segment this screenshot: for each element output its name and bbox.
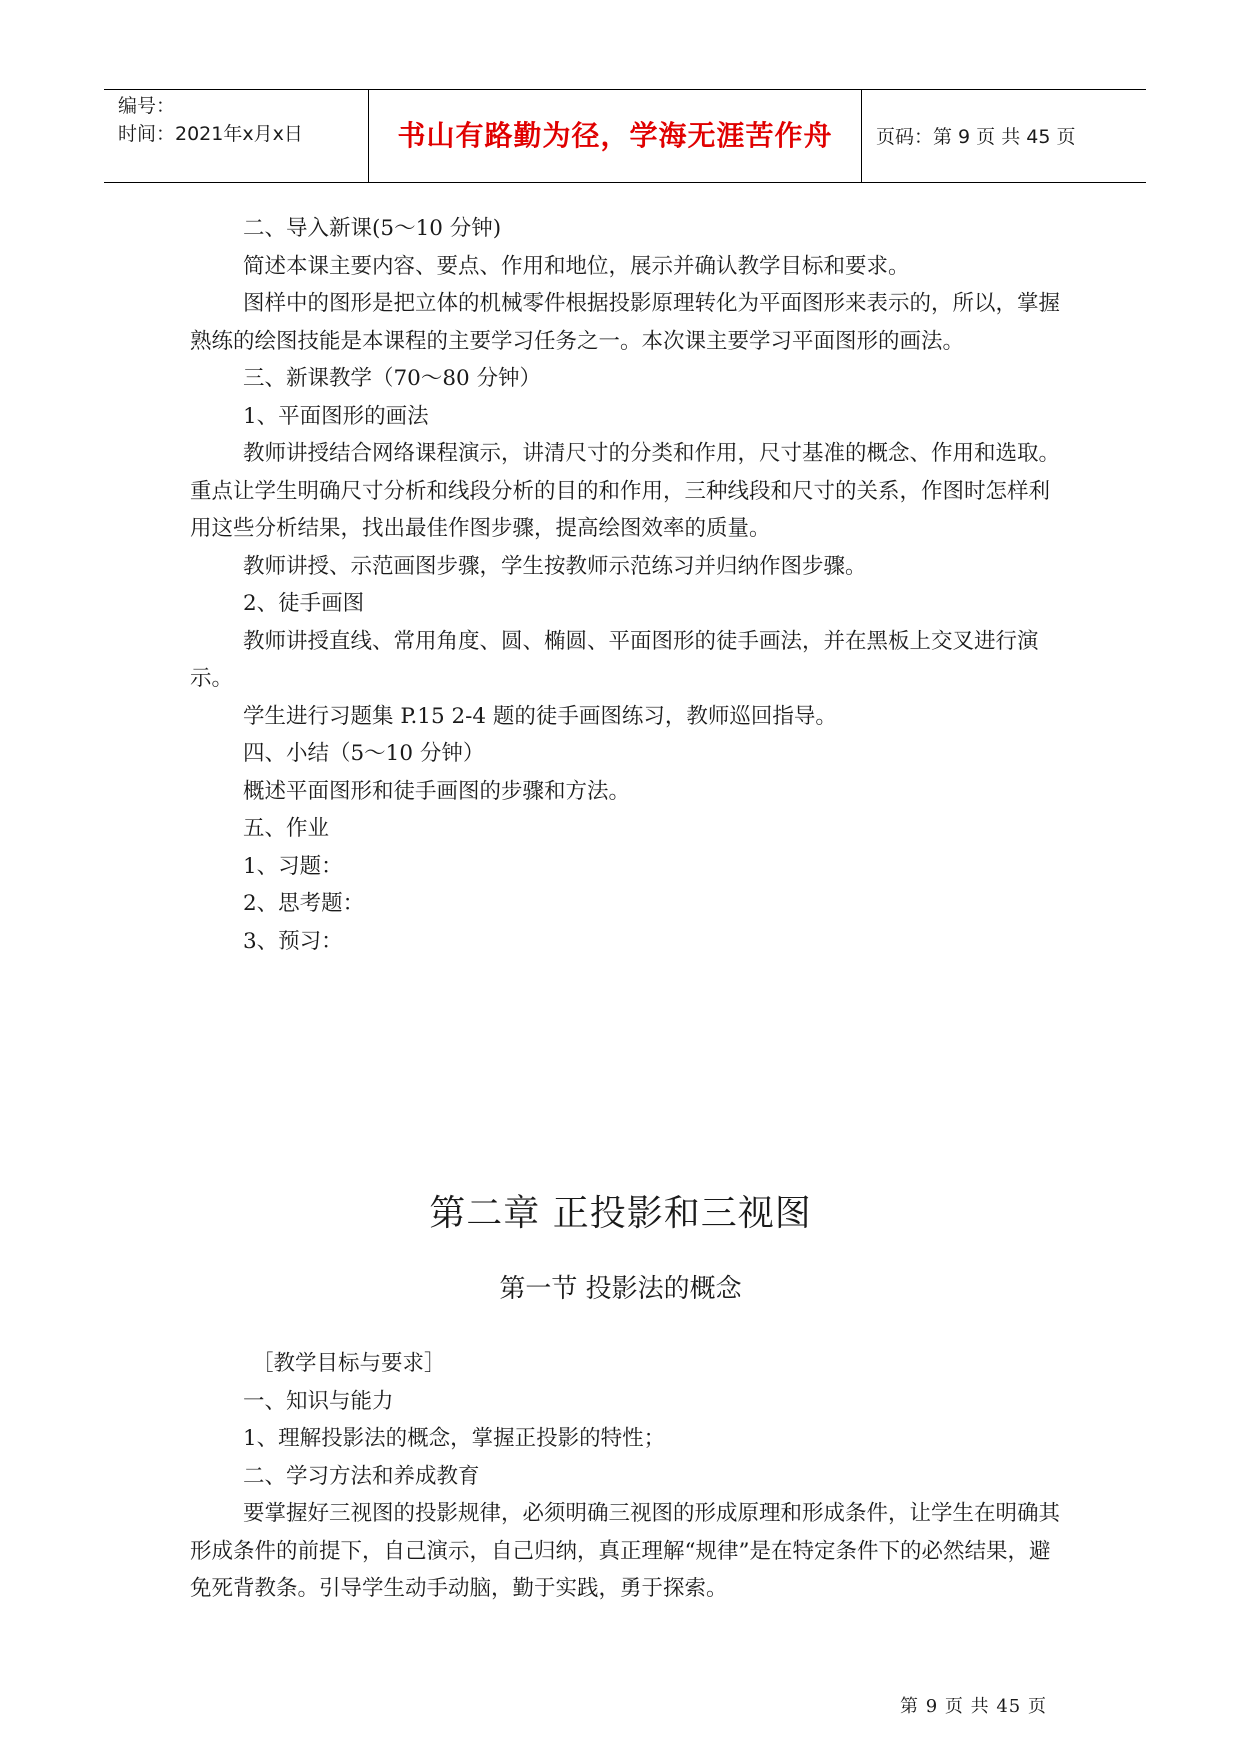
body-line: 三、新课教学（70～80 分钟） — [243, 366, 542, 391]
page-header — [104, 89, 1146, 183]
body-line: 一、知识与能力 — [243, 1388, 394, 1414]
body-line: 概述平面图形和徒手画图的步骤和方法。 — [243, 778, 631, 804]
body-line: 二、导入新课(5～10 分钟) — [243, 216, 502, 241]
body-text — [190, 210, 1060, 960]
chapter-title: 第二章 正投影和三视图 — [429, 1193, 812, 1234]
body-line: 四、小结（5～10 分钟） — [243, 741, 485, 766]
body-line: 1、习题： — [243, 853, 343, 879]
body-line: 学生进行习题集 P.15 2-4 题的徒手画图练习，教师巡回指导。 — [243, 703, 837, 729]
body-line: 3、预习： — [243, 928, 343, 954]
body-paragraph: 图样中的图形是把立体的机械零件根据投影原理转化为平面图形来表示的，所以，掌握熟练的绘图技能是本课程的主要学习任务之一。本次课主要学习平面图形的画法。 — [190, 291, 1061, 354]
header-number-label: 编号： — [118, 95, 176, 117]
body-line: 2、徒手画图 — [243, 591, 365, 616]
body-line: 教师讲授、示范画图步骤，学生按教师示范练习并归纳作图步骤。 — [243, 553, 867, 579]
body-line: 简述本课主要内容、要点、作用和地位，展示并确认教学目标和要求。 — [243, 253, 910, 279]
objectives-heading: ［教学目标与要求］ — [252, 1351, 446, 1376]
header-meta — [118, 92, 368, 148]
body-paragraph: 要掌握好三视图的投影规律，必须明确三视图的形成原理和形成条件，让学生在明确其形成条件的前提下，自己演示，自己归纳，真正理解“规律”是在特定条件下的必然结果，避免死背教条。引导学生动手动脑，勤于实践，勇于探索。 — [190, 1501, 1061, 1601]
section-body — [190, 1345, 1060, 1608]
header-divider-right — [861, 90, 862, 182]
header-page-info: 页码：第 9 页 共 45 页 — [876, 126, 1076, 148]
body-paragraph: 教师讲授直线、常用角度、圆、椭圆、平面图形的徒手画法，并在黑板上交叉进行演示。 — [190, 628, 1039, 691]
body-line: 1、理解投影法的概念，掌握正投影的特性； — [243, 1426, 666, 1451]
page-footer: 第 9 页 共 45 页 — [900, 1696, 1047, 1717]
body-line: 二、学习方法和养成教育 — [243, 1463, 480, 1489]
section-title: 第一节 投影法的概念 — [499, 1274, 742, 1304]
body-line: 1、平面图形的画法 — [243, 403, 429, 429]
header-date: 时间：2021年x月x日 — [118, 123, 303, 145]
header-divider-left — [368, 90, 369, 182]
body-line: 2、思考题： — [243, 891, 365, 916]
body-line: 五、作业 — [243, 816, 330, 841]
body-paragraph: 教师讲授结合网络课程演示，讲清尺寸的分类和作用，尺寸基准的概念、作用和选取。重点让学生明确尺寸分析和线段分析的目的和作用，三种线段和尺寸的关系，作图时怎样利用这些分析结果，找出最佳作图步骤，提高绘图效率的质量。 — [190, 441, 1061, 541]
header-motto: 书山有路勤为径，学海无涯苦作舟 — [397, 119, 833, 152]
